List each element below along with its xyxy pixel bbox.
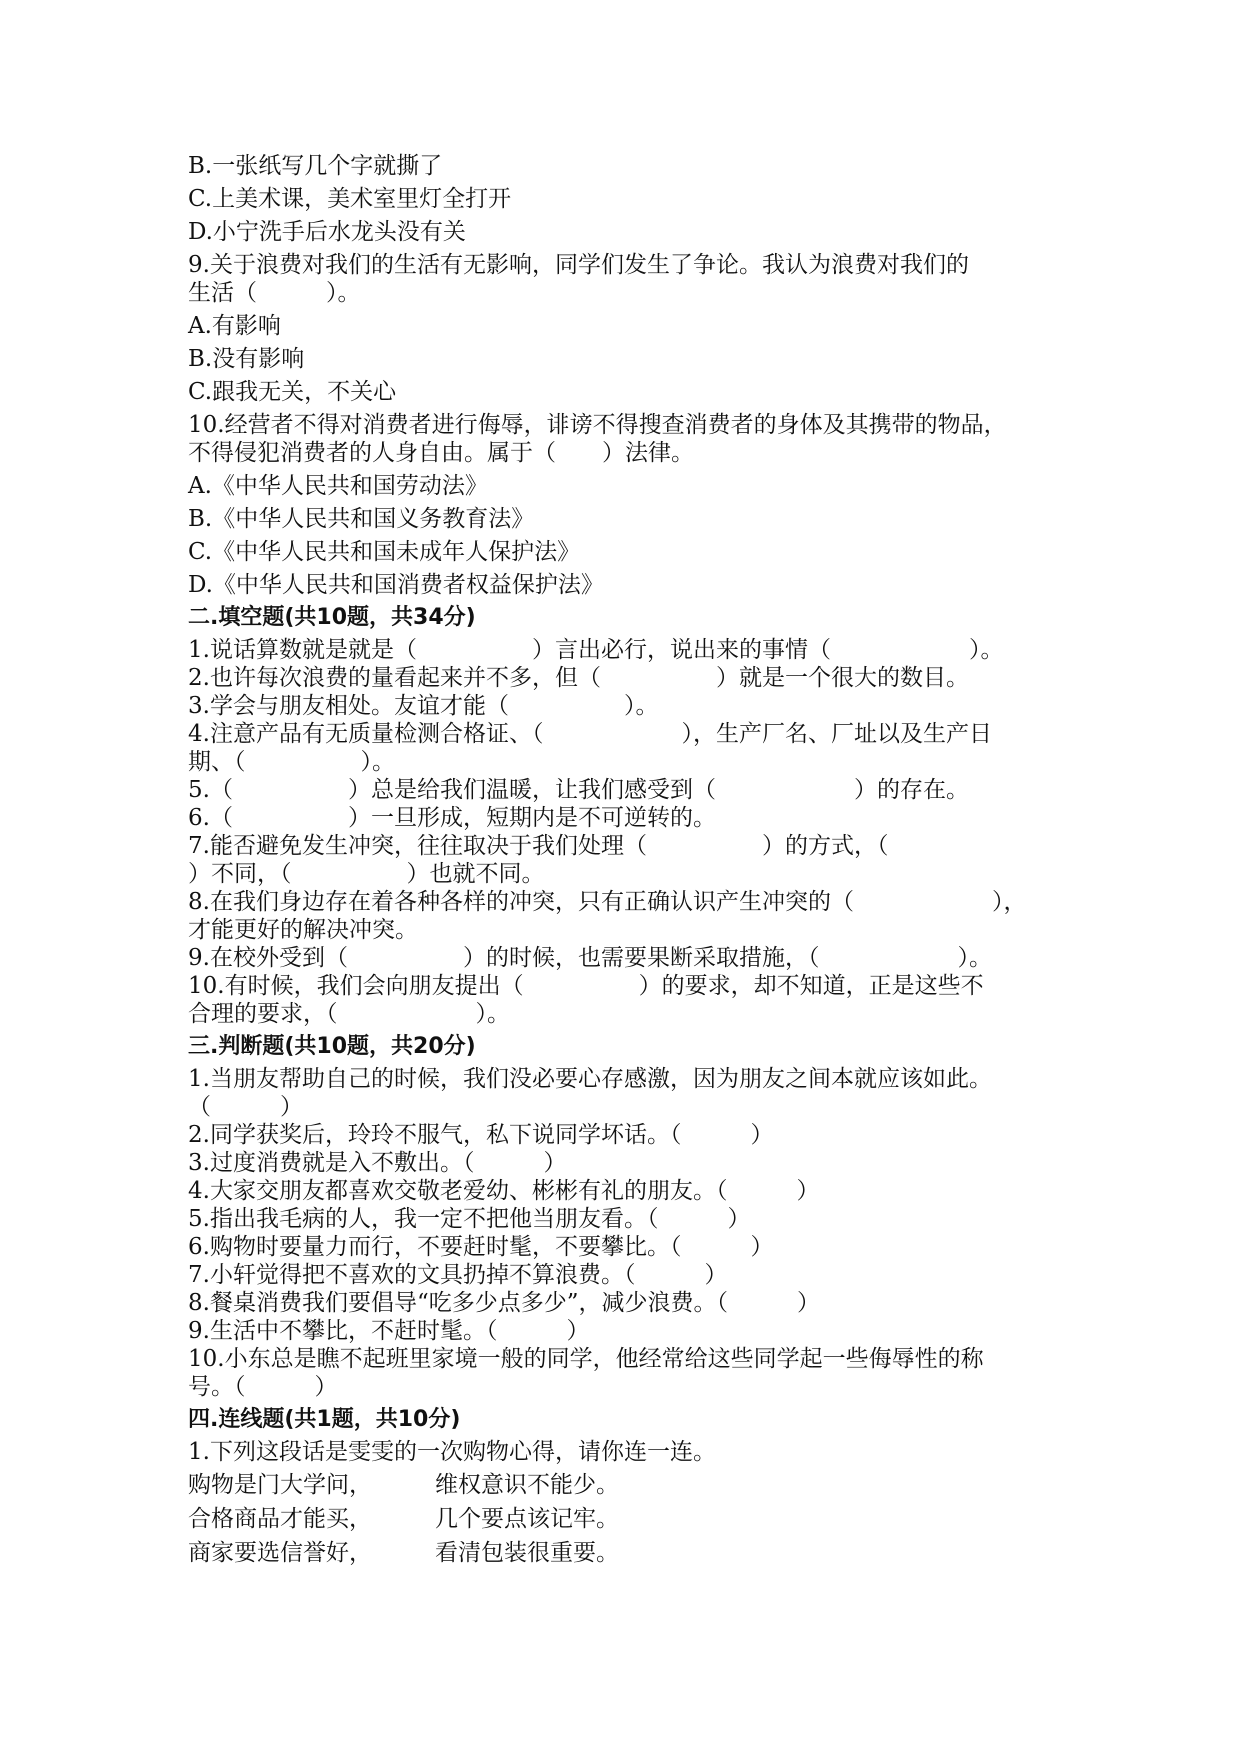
question-line: 7.能否避免发生冲突，往往取决于我们处理（ ）的方式，（	[188, 833, 889, 859]
question-line: 9.在校外受到（ ）的时候，也需要果断采取措施，（ ）。	[188, 945, 992, 971]
question-line: 3.过度消费就是入不敷出。（ ）	[188, 1150, 567, 1176]
question-line: 1.当朋友帮助自己的时候，我们没必要心存感激，因为朋友之间本就应该如此。	[188, 1066, 992, 1092]
section-fill-in-blank	[188, 604, 1068, 1028]
matching-left: 商家要选信誉好，	[188, 1540, 372, 1566]
section-heading: 四.连线题(共1题，共10分)	[188, 1407, 461, 1432]
question-line: 4.大家交朋友都喜欢交敬老爱幼、彬彬有礼的朋友。（ ）	[188, 1178, 820, 1204]
question-line: 5.指出我毛病的人，我一定不把他当朋友看。（ ）	[188, 1206, 751, 1232]
question-line: 6.购物时要量力而行，不要赶时髦，不要攀比。（ ）	[188, 1234, 774, 1260]
question-line: 1.下列这段话是雯雯的一次购物心得，请你连一连。	[188, 1439, 716, 1465]
question-line: 10.小东总是瞧不起班里家境一般的同学，他经常给这些同学起一些侮辱性的称	[188, 1346, 984, 1372]
question-line: 3.学会与朋友相处。友谊才能（ ）。	[188, 693, 659, 719]
option-c: C.跟我无关，不关心	[188, 379, 397, 405]
choice-question-9	[188, 251, 1068, 406]
question-line: 合理的要求，（ ）。	[188, 1001, 510, 1027]
question-line: 10.经营者不得对消费者进行侮辱，诽谤不得搜查消费者的身体及其携带的物品，	[188, 412, 1007, 438]
matching-row	[188, 1505, 1068, 1533]
option-b: B.《中华人民共和国义务教育法》	[188, 506, 535, 532]
option-d: D.小宁洗手后水龙头没有关	[188, 219, 466, 245]
matching-left: 购物是门大学问，	[188, 1472, 372, 1498]
option-a: A.《中华人民共和国劳动法》	[188, 473, 488, 499]
question-line: 5.（ ）总是给我们温暖，让我们感受到（ ）的存在。	[188, 777, 969, 803]
matching-right: 维权意识不能少。	[435, 1472, 619, 1498]
question-line: 10.有时候，我们会向朋友提出（ ）的要求，却不知道，正是这些不	[188, 973, 984, 999]
question-line: 8.在我们身边存在着各种各样的冲突，只有正确认识产生冲突的（ ），	[188, 889, 1027, 915]
question-line: 才能更好的解决冲突。	[188, 917, 418, 943]
option-d: D.《中华人民共和国消费者权益保护法》	[188, 572, 604, 598]
matching-row	[188, 1471, 1068, 1499]
section-matching	[188, 1406, 1068, 1567]
question-line: ）不同，（ ）也就不同。	[188, 861, 545, 887]
question-line: 2.也许每次浪费的量看起来并不多，但（ ）就是一个很大的数目。	[188, 665, 969, 691]
matching-row	[188, 1539, 1068, 1567]
section-heading: 二.填空题(共10题，共34分)	[188, 605, 476, 630]
section-heading: 三.判断题(共10题，共20分)	[188, 1034, 476, 1059]
question-line: 7.小轩觉得把不喜欢的文具扔掉不算浪费。（ ）	[188, 1262, 728, 1288]
question-line: （ ）	[188, 1094, 303, 1120]
matching-right: 看清包装很重要。	[435, 1540, 619, 1566]
question-line: 2.同学获奖后，玲玲不服气，私下说同学坏话。（ ）	[188, 1122, 774, 1148]
question-line: 期、（ ）。	[188, 749, 395, 775]
section-true-false	[188, 1033, 1068, 1401]
question-line: 4.注意产品有无质量检测合格证、（ ），生产厂名、厂址以及生产日	[188, 721, 992, 747]
matching-right: 几个要点该记牢。	[435, 1506, 619, 1532]
question-line: 号。（ ）	[188, 1374, 338, 1400]
option-c: C.《中华人民共和国未成年人保护法》	[188, 539, 581, 565]
question-line: 生活（ ）。	[188, 280, 361, 306]
exam-page	[188, 152, 1068, 1573]
choice-question-10	[188, 411, 1068, 599]
continued-options	[188, 152, 1068, 246]
option-b: B.一张纸写几个字就撕了	[188, 153, 443, 179]
matching-left: 合格商品才能买，	[188, 1506, 372, 1532]
question-line: 8.餐桌消费我们要倡导“吃多少点多少”，减少浪费。（ ）	[188, 1290, 820, 1316]
question-line: 9.生活中不攀比，不赶时髦。（ ）	[188, 1318, 590, 1344]
question-line: 6.（ ）一旦形成，短期内是不可逆转的。	[188, 805, 716, 831]
question-line: 1.说话算数就是就是（ ）言出必行，说出来的事情（ ）。	[188, 637, 1004, 663]
question-line: 不得侵犯消费者的人身自由。属于（ ）法律。	[188, 440, 694, 466]
option-b: B.没有影响	[188, 346, 305, 372]
option-a: A.有影响	[188, 313, 281, 339]
question-line: 9.关于浪费对我们的生活有无影响，同学们发生了争论。我认为浪费对我们的	[188, 252, 969, 278]
option-c: C.上美术课，美术室里灯全打开	[188, 186, 512, 212]
